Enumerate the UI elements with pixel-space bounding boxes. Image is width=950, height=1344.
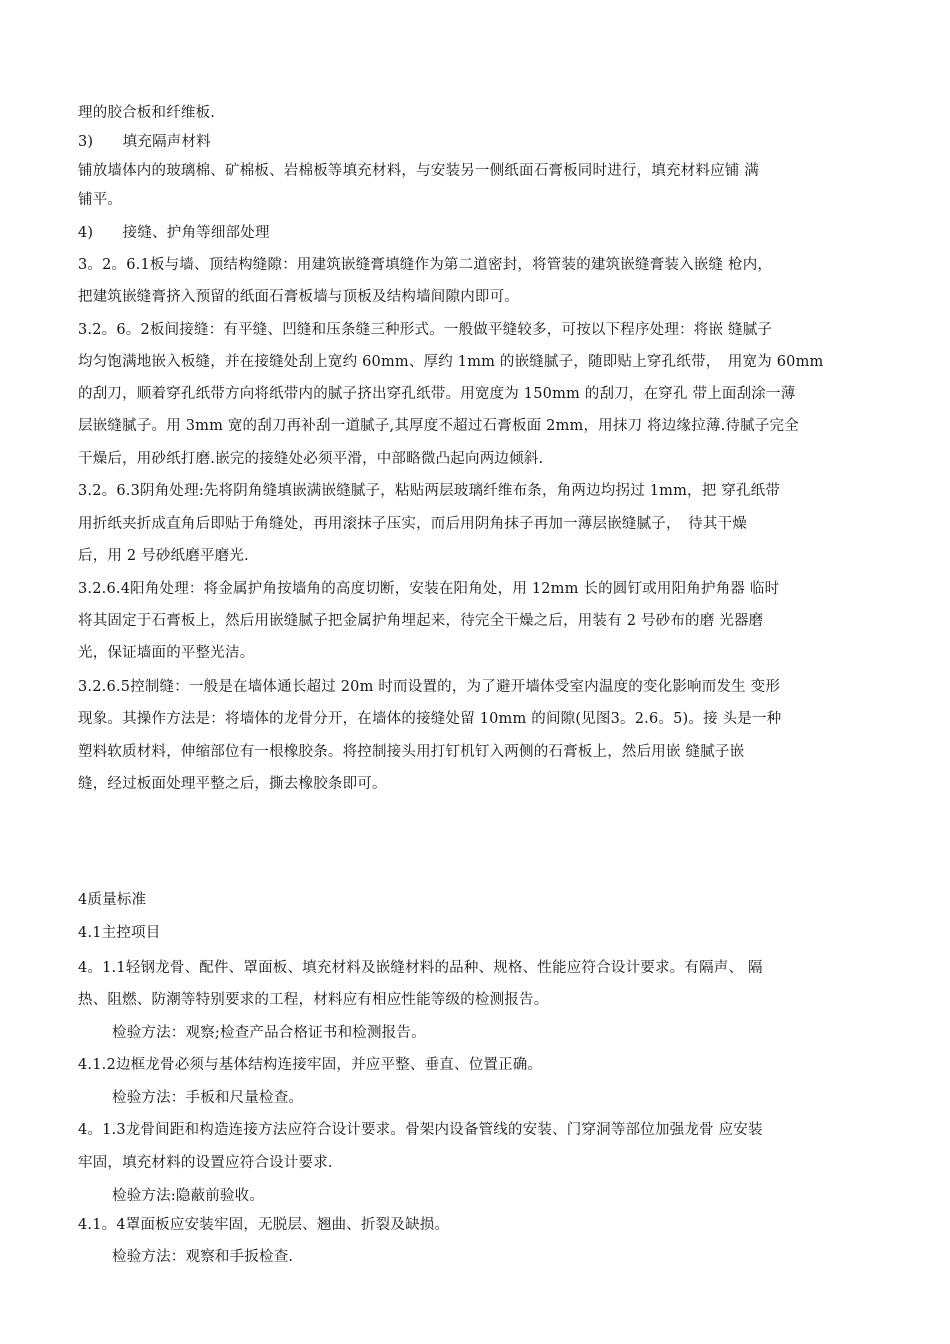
list-heading-3: 3) 填充隔声材料 <box>78 134 211 150</box>
text-line: 将其固定于石膏板上，然后用嵌缝腻子把金属护角埋起来，待完全干燥之后，用装有 2 号砂布的磨 光器磨 <box>78 613 764 629</box>
text-line: 把建筑嵌缝膏挤入预留的纸面石膏板墙与顶板及结构墙间隙内即可。 <box>78 289 519 305</box>
text-line: 层嵌缝腻子。用 3mm 宽的刮刀再补刮一道腻子,其厚度不超过石膏板面 2mm，用抹刀 将边缘拉薄.待腻子完全 <box>78 418 799 434</box>
text-line: 4.1.2边框龙骨必须与基体结构连接牢固，并应平整、垂直、位置正确。 <box>78 1057 543 1073</box>
text-line: 4。1.3龙骨间距和构造连接方法应符合设计要求。骨架内设备管线的安装、门穿洞等部位加强龙骨 应安装 <box>78 1122 763 1138</box>
text-line: 后，用 2 号砂纸磨平磨光. <box>78 548 249 564</box>
text-line: 塑料软质材料，伸缩部位有一根橡胶条。将控制接头用打钉机钉入两侧的石膏板上，然后用嵌 缝腻子嵌 <box>78 744 745 760</box>
subsection-heading: 4.1主控项目 <box>78 925 161 941</box>
inspection-method: 检验方法:隐蔽前验收。 <box>112 1188 265 1204</box>
inspection-method: 检验方法：观察;检查产品合格证书和检测报告。 <box>112 1025 426 1041</box>
inspection-method: 检验方法：手板和尺量检查。 <box>112 1090 304 1106</box>
inspection-method: 检验方法：观察和手扳检查. <box>112 1249 294 1265</box>
text-line: 用折纸夹折成直角后即贴于角缝处，再用滚抹子压实，而后用阴角抹子再加一薄层嵌缝腻子， 待其干燥 <box>78 516 747 532</box>
text-line: 牢固，填充材料的设置应符合设计要求. <box>78 1155 333 1171</box>
text-line: 3.2.6.4阳角处理：将金属护角按墙角的高度切断，安装在阳角处，用 12mm 长的圆钉或用阳角护角器 临时 <box>78 581 780 597</box>
text-line: 光，保证墙面的平整光洁。 <box>78 645 255 661</box>
text-line: 3.2。6。2板间接缝：有平缝、凹缝和压条缝三种形式。一般做平缝较多，可按以下程序处理：将嵌 缝腻子 <box>78 322 773 338</box>
text-line: 的刮刀，顺着穿孔纸带方向将纸带内的腻子挤出穿孔纸带。用宽度为 150mm 的刮刀，在穿孔 带上面刮涂一薄 <box>78 386 796 402</box>
text-line: 4.1。4罩面板应安装牢固，无脱层、翘曲、折裂及缺损。 <box>78 1217 450 1233</box>
text-line: 热、阻燃、防潮等特别要求的工程，材料应有相应性能等级的检测报告。 <box>78 992 549 1008</box>
text-line: 现象。其操作方法是：将墙体的龙骨分开，在墙体的接缝处留 10mm 的间隙(见图3。2.6。5)。接 头是一种 <box>78 711 782 727</box>
text-line: 干燥后，用砂纸打磨.嵌完的接缝处必须平滑，中部略微凸起向两边倾斜. <box>78 451 544 467</box>
list-heading-4: 4) 接缝、护角等细部处理 <box>78 225 270 241</box>
text-line: 铺放墙体内的玻璃棉、矿棉板、岩棉板等填充材料，与安装另一侧纸面石膏板同时进行，填充材料应铺 满 <box>78 163 760 179</box>
text-line: 3.2。6.3阴角处理:先将阴角缝填嵌满嵌缝腻子，粘贴两层玻璃纤维布条，角两边均拐过 1mm，把 穿孔纸带 <box>78 483 781 499</box>
text-line: 缝，经过板面处理平整之后，撕去橡胶条即可。 <box>78 776 387 792</box>
text-line: 3.2.6.5控制缝：一般是在墙体通长超过 20m 时而设置的，为了避开墙体受室内温度的变化影响而发生 变形 <box>78 679 781 695</box>
text-line: 3。2。6.1板与墙、顶结构缝隙：用建筑嵌缝膏填缝作为第二道密封，将管装的建筑嵌缝膏装入嵌缝 枪内， <box>78 257 773 273</box>
section-heading: 4质量标准 <box>78 892 147 908</box>
text-line: 理的胶合板和纤维板. <box>78 105 216 121</box>
text-line: 铺平。 <box>78 192 123 208</box>
text-line: 4。1.1轻钢龙骨、配件、罩面板、填充材料及嵌缝材料的品种、规格、性能应符合设计要求。有隔声、 隔 <box>78 960 763 976</box>
text-line: 均匀饱满地嵌入板缝，并在接缝处刮上宽约 60mm、厚约 1mm 的嵌缝腻子，随即贴上穿孔纸带， 用宽为 60mm <box>78 354 824 370</box>
